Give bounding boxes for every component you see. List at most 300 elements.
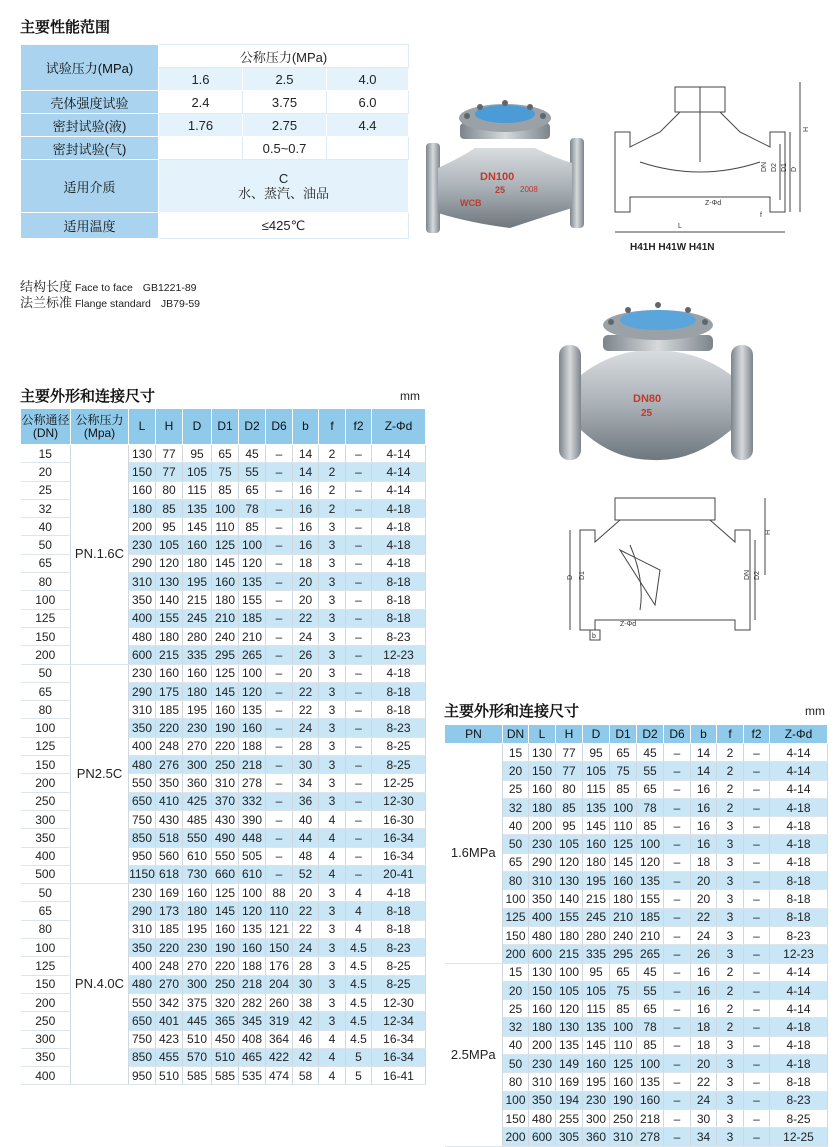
table-cell: 282 — [239, 993, 266, 1011]
table-cell: 160 — [183, 664, 212, 682]
table-cell: – — [346, 664, 372, 682]
table-cell: 270 — [156, 975, 183, 993]
dn-cell: 50 — [21, 664, 71, 682]
table-cell: 310 — [529, 872, 556, 890]
table-cell: 490 — [212, 829, 239, 847]
table-cell: 190 — [212, 719, 239, 737]
table-cell: – — [346, 627, 372, 645]
table-cell: 30 — [691, 1109, 717, 1127]
table-cell: 4-14 — [770, 762, 828, 780]
table-cell: 3 — [717, 1036, 744, 1054]
shell-test-value: 6.0 — [327, 91, 409, 114]
table-cell: 3 — [319, 554, 346, 572]
table-cell: 3 — [319, 884, 346, 902]
table-cell: 210 — [610, 908, 637, 926]
gas-seal-label: 密封试验(气) — [21, 137, 159, 160]
table-cell: 16-34 — [372, 847, 426, 865]
table-cell: – — [346, 536, 372, 554]
table-cell: 24 — [293, 939, 319, 957]
dn-cell: 500 — [21, 865, 71, 883]
pressure-group-cell: 1.6MPa — [445, 744, 503, 964]
table-cell: 375 — [183, 993, 212, 1011]
table-cell: 3 — [717, 1091, 744, 1109]
medium-value — [159, 160, 409, 213]
table-cell: – — [744, 872, 770, 890]
dim2-d1: D1 — [579, 571, 586, 580]
table-cell: 40 — [503, 817, 529, 835]
pressure-group-cell: 2.5MPa — [445, 963, 503, 1146]
table-cell: 510 — [156, 1067, 183, 1085]
table-cell: 3 — [319, 664, 346, 682]
table-cell: – — [266, 609, 293, 627]
table-cell: 22 — [293, 609, 319, 627]
table-cell: 145 — [610, 853, 637, 871]
table-cell: 55 — [637, 762, 664, 780]
table-cell: 75 — [212, 463, 239, 481]
table-cell: 8-25 — [372, 957, 426, 975]
table-cell: – — [664, 1128, 691, 1146]
table-cell: 18 — [691, 1018, 717, 1036]
table-cell: – — [744, 817, 770, 835]
table-cell: 188 — [239, 957, 266, 975]
table-cell: 20 — [293, 591, 319, 609]
header-cell: D6 — [266, 409, 293, 445]
table-cell: 135 — [637, 872, 664, 890]
table-cell: 55 — [637, 981, 664, 999]
table-cell: 125 — [212, 664, 239, 682]
table-cell: 4-18 — [770, 1055, 828, 1073]
shell-test-value: 2.4 — [159, 91, 243, 114]
table-cell: 450 — [212, 1030, 239, 1048]
header-cell: b — [691, 725, 717, 744]
table-cell: 135 — [239, 701, 266, 719]
table-cell: 115 — [583, 780, 610, 798]
table-cell: 4-14 — [770, 963, 828, 981]
table-cell: 195 — [583, 1073, 610, 1091]
table-cell: 160 — [212, 573, 239, 591]
table-cell: 230 — [183, 719, 212, 737]
table-cell: 12-25 — [770, 1128, 828, 1146]
table-cell: 95 — [183, 445, 212, 463]
table-cell: 3 — [319, 792, 346, 810]
medium-code: C — [278, 171, 289, 186]
table-cell: 474 — [266, 1067, 293, 1085]
table-cell: 535 — [239, 1067, 266, 1085]
table-row — [445, 963, 828, 981]
table-cell: 4-18 — [770, 835, 828, 853]
table-cell: 125 — [503, 908, 529, 926]
table-cell: 400 — [529, 908, 556, 926]
dn-cell: 50 — [21, 884, 71, 902]
dn-cell: 40 — [21, 518, 71, 536]
table-cell: 115 — [183, 481, 212, 499]
table-cell: 220 — [212, 957, 239, 975]
dn-cell: 300 — [21, 810, 71, 828]
table-cell: 100 — [239, 884, 266, 902]
dn-cell: 200 — [21, 993, 71, 1011]
table-cell: 4.5 — [346, 1012, 372, 1030]
valve2-pn-mark: 25 — [641, 408, 653, 419]
table-cell: 180 — [129, 499, 156, 517]
dn-cell: 150 — [21, 627, 71, 645]
table-cell: 20 — [691, 872, 717, 890]
table-cell: 295 — [212, 646, 239, 664]
pressure-group-cell: PN.1.6C — [71, 445, 129, 665]
table-cell: 135 — [239, 573, 266, 591]
table-cell: 145 — [583, 1036, 610, 1054]
table-cell: 4-18 — [372, 499, 426, 517]
table-cell: 230 — [129, 664, 156, 682]
table-cell: – — [744, 1000, 770, 1018]
header-cell: f2 — [346, 409, 372, 445]
dn-cell: 150 — [21, 756, 71, 774]
table-cell: 350 — [529, 1091, 556, 1109]
table-cell: 250 — [610, 1109, 637, 1127]
table-cell: 80 — [503, 1073, 529, 1091]
table-cell: 100 — [610, 798, 637, 816]
dim2-bolt: Z-Φd — [620, 621, 637, 628]
table-cell: 8-18 — [372, 573, 426, 591]
table-cell: 370 — [212, 792, 239, 810]
table-cell: 290 — [129, 682, 156, 700]
table-cell: 5 — [346, 1048, 372, 1066]
table-cell: 16-30 — [372, 810, 426, 828]
table-cell: 310 — [129, 701, 156, 719]
table-cell: 185 — [156, 701, 183, 719]
table-cell: 20 — [691, 1055, 717, 1073]
dn-cell: 80 — [21, 701, 71, 719]
medium-label: 适用介质 — [21, 160, 159, 213]
dn-cell: 100 — [21, 719, 71, 737]
table-row — [445, 890, 828, 908]
table-cell: 32 — [503, 1018, 529, 1036]
table-cell: – — [664, 1036, 691, 1054]
table-cell: 3 — [319, 536, 346, 554]
table-cell: 585 — [183, 1067, 212, 1085]
table-row — [21, 445, 426, 463]
table-cell: 210 — [212, 609, 239, 627]
face-en: Face to face — [75, 282, 133, 294]
table-cell: 3 — [319, 920, 346, 938]
table-cell: – — [744, 981, 770, 999]
table-cell: 16 — [691, 1000, 717, 1018]
table-cell: 45 — [637, 744, 664, 762]
table-cell: 4-14 — [372, 481, 426, 499]
valve1-dn-mark: DN100 — [480, 171, 515, 183]
table-cell: 20 — [293, 884, 319, 902]
table-cell: 180 — [156, 627, 183, 645]
table-cell: 240 — [610, 926, 637, 944]
flange-std: JB79-59 — [160, 298, 201, 310]
table-cell: 255 — [556, 1109, 583, 1127]
table-cell: 194 — [556, 1091, 583, 1109]
table-cell: 430 — [212, 810, 239, 828]
table-cell: – — [664, 981, 691, 999]
table-row — [445, 872, 828, 890]
dn-cell: 200 — [21, 774, 71, 792]
table-cell: 22 — [691, 1073, 717, 1091]
table-cell: 160 — [129, 481, 156, 499]
table-cell: 250 — [212, 975, 239, 993]
table-cell: – — [346, 756, 372, 774]
pressure-value: 4.0 — [327, 68, 409, 91]
table-cell: 22 — [293, 920, 319, 938]
table-cell: 290 — [529, 853, 556, 871]
table-cell: – — [266, 481, 293, 499]
table-cell: 560 — [156, 847, 183, 865]
table-cell: 88 — [266, 884, 293, 902]
dim-d: D — [791, 166, 798, 172]
table-cell: 278 — [239, 774, 266, 792]
table-cell: 180 — [610, 890, 637, 908]
table-cell: 20-41 — [372, 865, 426, 883]
header-cell: D1 — [212, 409, 239, 445]
dim2-b: b — [592, 633, 596, 640]
table-cell: 140 — [156, 591, 183, 609]
table-cell: 3 — [319, 609, 346, 627]
table-cell: 4 — [319, 1030, 346, 1048]
table-cell: 24 — [293, 627, 319, 645]
table-cell: 135 — [183, 499, 212, 517]
header-cell: Z-Φd — [372, 409, 426, 445]
table-cell: 24 — [293, 719, 319, 737]
table-cell: 8-25 — [372, 756, 426, 774]
table-cell: 510 — [212, 1048, 239, 1066]
table-row — [445, 1109, 828, 1127]
table1-title: 主要外形和连接尺寸 — [20, 388, 156, 405]
table-cell: – — [664, 926, 691, 944]
table-cell: 65 — [503, 853, 529, 871]
table-cell: 145 — [212, 902, 239, 920]
dim2-dn: DN — [744, 569, 751, 580]
face-std: GB1221-89 — [142, 282, 197, 294]
table-cell: – — [346, 445, 372, 463]
table-cell: 410 — [156, 792, 183, 810]
table-cell: 140 — [556, 890, 583, 908]
table-cell: 3 — [717, 926, 744, 944]
table-cell: – — [266, 737, 293, 755]
table-row — [445, 981, 828, 999]
table-cell: 3 — [717, 1073, 744, 1091]
table-cell: 345 — [239, 1012, 266, 1030]
table-cell: – — [266, 499, 293, 517]
flange-standard — [20, 295, 200, 312]
table-cell: – — [266, 774, 293, 792]
header-cell: PN — [445, 725, 503, 744]
table-cell: – — [266, 792, 293, 810]
table-cell: 180 — [183, 554, 212, 572]
dim-d2: D2 — [771, 163, 778, 172]
table-cell: 550 — [129, 774, 156, 792]
table-cell: 3 — [319, 591, 346, 609]
table-cell: 100 — [503, 1091, 529, 1109]
table-cell: 65 — [212, 445, 239, 463]
table-cell: 130 — [556, 1018, 583, 1036]
dn-cell: 25 — [21, 481, 71, 499]
table-cell: 12-23 — [372, 646, 426, 664]
table-cell: – — [346, 847, 372, 865]
table-cell: 448 — [239, 829, 266, 847]
dim2-h: H — [765, 529, 772, 535]
table-cell: 169 — [156, 884, 183, 902]
table-cell: 350 — [129, 591, 156, 609]
table-cell: 16 — [691, 981, 717, 999]
table-cell: 4.5 — [346, 939, 372, 957]
dn-cell: 65 — [21, 554, 71, 572]
table-cell: 150 — [529, 981, 556, 999]
table-cell: 335 — [183, 646, 212, 664]
table-cell: 160 — [212, 920, 239, 938]
table-cell: 85 — [610, 1000, 637, 1018]
table-cell: 52 — [293, 865, 319, 883]
table-cell: 149 — [556, 1055, 583, 1073]
table-cell: 230 — [529, 1055, 556, 1073]
table-cell: 180 — [583, 853, 610, 871]
table-cell: 850 — [129, 829, 156, 847]
table-cell: 455 — [156, 1048, 183, 1066]
table-cell: 18 — [691, 1036, 717, 1054]
table-cell: 8-18 — [372, 902, 426, 920]
table-cell: 36 — [293, 792, 319, 810]
performance-table — [20, 44, 409, 239]
table-cell: – — [664, 872, 691, 890]
table-cell: 218 — [239, 975, 266, 993]
table-cell: 85 — [212, 481, 239, 499]
table-cell: – — [266, 518, 293, 536]
table-cell: 110 — [610, 817, 637, 835]
table-cell: – — [744, 1036, 770, 1054]
table-row — [445, 1000, 828, 1018]
liquid-seal-value: 1.76 — [159, 114, 243, 137]
table-cell: 176 — [266, 957, 293, 975]
table-cell: 195 — [583, 872, 610, 890]
table-cell: 100 — [239, 664, 266, 682]
table-cell: 310 — [610, 1128, 637, 1146]
dn-cell: 200 — [21, 646, 71, 664]
table-cell: 422 — [266, 1048, 293, 1066]
table-row — [21, 664, 426, 682]
table-cell: 15 — [503, 963, 529, 981]
table-cell: 215 — [556, 945, 583, 963]
table-cell: 160 — [583, 835, 610, 853]
table-cell: 230 — [529, 835, 556, 853]
table-cell: 950 — [129, 847, 156, 865]
dn-cell: 80 — [21, 573, 71, 591]
table-cell: 3 — [319, 1012, 346, 1030]
table-cell: 150 — [129, 463, 156, 481]
face-cn: 结构长度 — [20, 279, 73, 294]
drawing1-model-labels: H41H H41W H41N — [630, 242, 715, 253]
table-cell: 120 — [637, 853, 664, 871]
dimension-table-2 — [444, 724, 828, 1147]
table-cell: – — [664, 890, 691, 908]
table-cell: 100 — [637, 835, 664, 853]
table-cell: 22 — [293, 682, 319, 700]
table-cell: 100 — [637, 1055, 664, 1073]
table-cell: 85 — [637, 817, 664, 835]
valve1-material-mark: WCB — [460, 198, 482, 208]
table-cell: 618 — [156, 865, 183, 883]
table-cell: 230 — [129, 536, 156, 554]
table-cell: 4-18 — [770, 798, 828, 816]
pressure-group-cell: PN.4.0C — [71, 884, 129, 1085]
dn-cell: 350 — [21, 1048, 71, 1066]
table-cell: 78 — [239, 499, 266, 517]
table-cell: 218 — [239, 756, 266, 774]
table-cell: 16 — [691, 963, 717, 981]
table-cell: 310 — [129, 920, 156, 938]
table-cell: 100 — [556, 963, 583, 981]
table-cell: 95 — [583, 963, 610, 981]
table-cell: – — [346, 701, 372, 719]
table-cell: 550 — [129, 993, 156, 1011]
table-cell: – — [266, 554, 293, 572]
table-cell: 135 — [556, 1036, 583, 1054]
table-row — [445, 1055, 828, 1073]
table-cell: 215 — [156, 646, 183, 664]
table-cell: 4 — [319, 1067, 346, 1085]
table-cell: 4-14 — [770, 1000, 828, 1018]
table-cell: 8-18 — [372, 591, 426, 609]
table-cell: 290 — [129, 554, 156, 572]
table-cell: 4-14 — [770, 981, 828, 999]
table-cell: 195 — [183, 920, 212, 938]
table-row — [445, 1128, 828, 1146]
table-cell: 160 — [529, 1000, 556, 1018]
table-cell: 3 — [319, 957, 346, 975]
table-cell: – — [744, 1073, 770, 1091]
table-cell: 4 — [346, 920, 372, 938]
table-cell: 360 — [183, 774, 212, 792]
table-cell: 3 — [319, 756, 346, 774]
table-cell: 115 — [583, 1000, 610, 1018]
table-cell: 105 — [183, 463, 212, 481]
swing-check-section-drawing — [560, 480, 780, 655]
table-cell: 16-34 — [372, 829, 426, 847]
table-cell: – — [346, 573, 372, 591]
table-cell: 135 — [637, 1073, 664, 1091]
table-cell: 3 — [319, 902, 346, 920]
table-cell: 12-30 — [372, 993, 426, 1011]
header-cell: L — [529, 725, 556, 744]
dn-cell: 400 — [21, 847, 71, 865]
table-cell: 505 — [239, 847, 266, 865]
table-row — [445, 1091, 828, 1109]
dn-cell: 65 — [21, 902, 71, 920]
table-row — [445, 835, 828, 853]
dn-cell: 125 — [21, 737, 71, 755]
table-cell: – — [266, 536, 293, 554]
header-cell: f — [717, 725, 744, 744]
table-cell: – — [346, 518, 372, 536]
table-cell: 319 — [266, 1012, 293, 1030]
table-cell: 600 — [529, 945, 556, 963]
nominal-pressure-header: 公称压力(MPa) — [159, 45, 409, 68]
table-cell: 100 — [503, 890, 529, 908]
table-cell: – — [346, 646, 372, 664]
table-cell: 120 — [239, 902, 266, 920]
table-cell: 65 — [610, 963, 637, 981]
table-cell: 8-18 — [372, 920, 426, 938]
dn-cell: 400 — [21, 1067, 71, 1085]
table-cell: – — [664, 1000, 691, 1018]
table-cell: – — [346, 737, 372, 755]
table-cell: 16 — [691, 817, 717, 835]
table-cell: 600 — [129, 646, 156, 664]
table-cell: 3 — [717, 890, 744, 908]
table-cell: 80 — [503, 872, 529, 890]
table-cell: 78 — [637, 1018, 664, 1036]
